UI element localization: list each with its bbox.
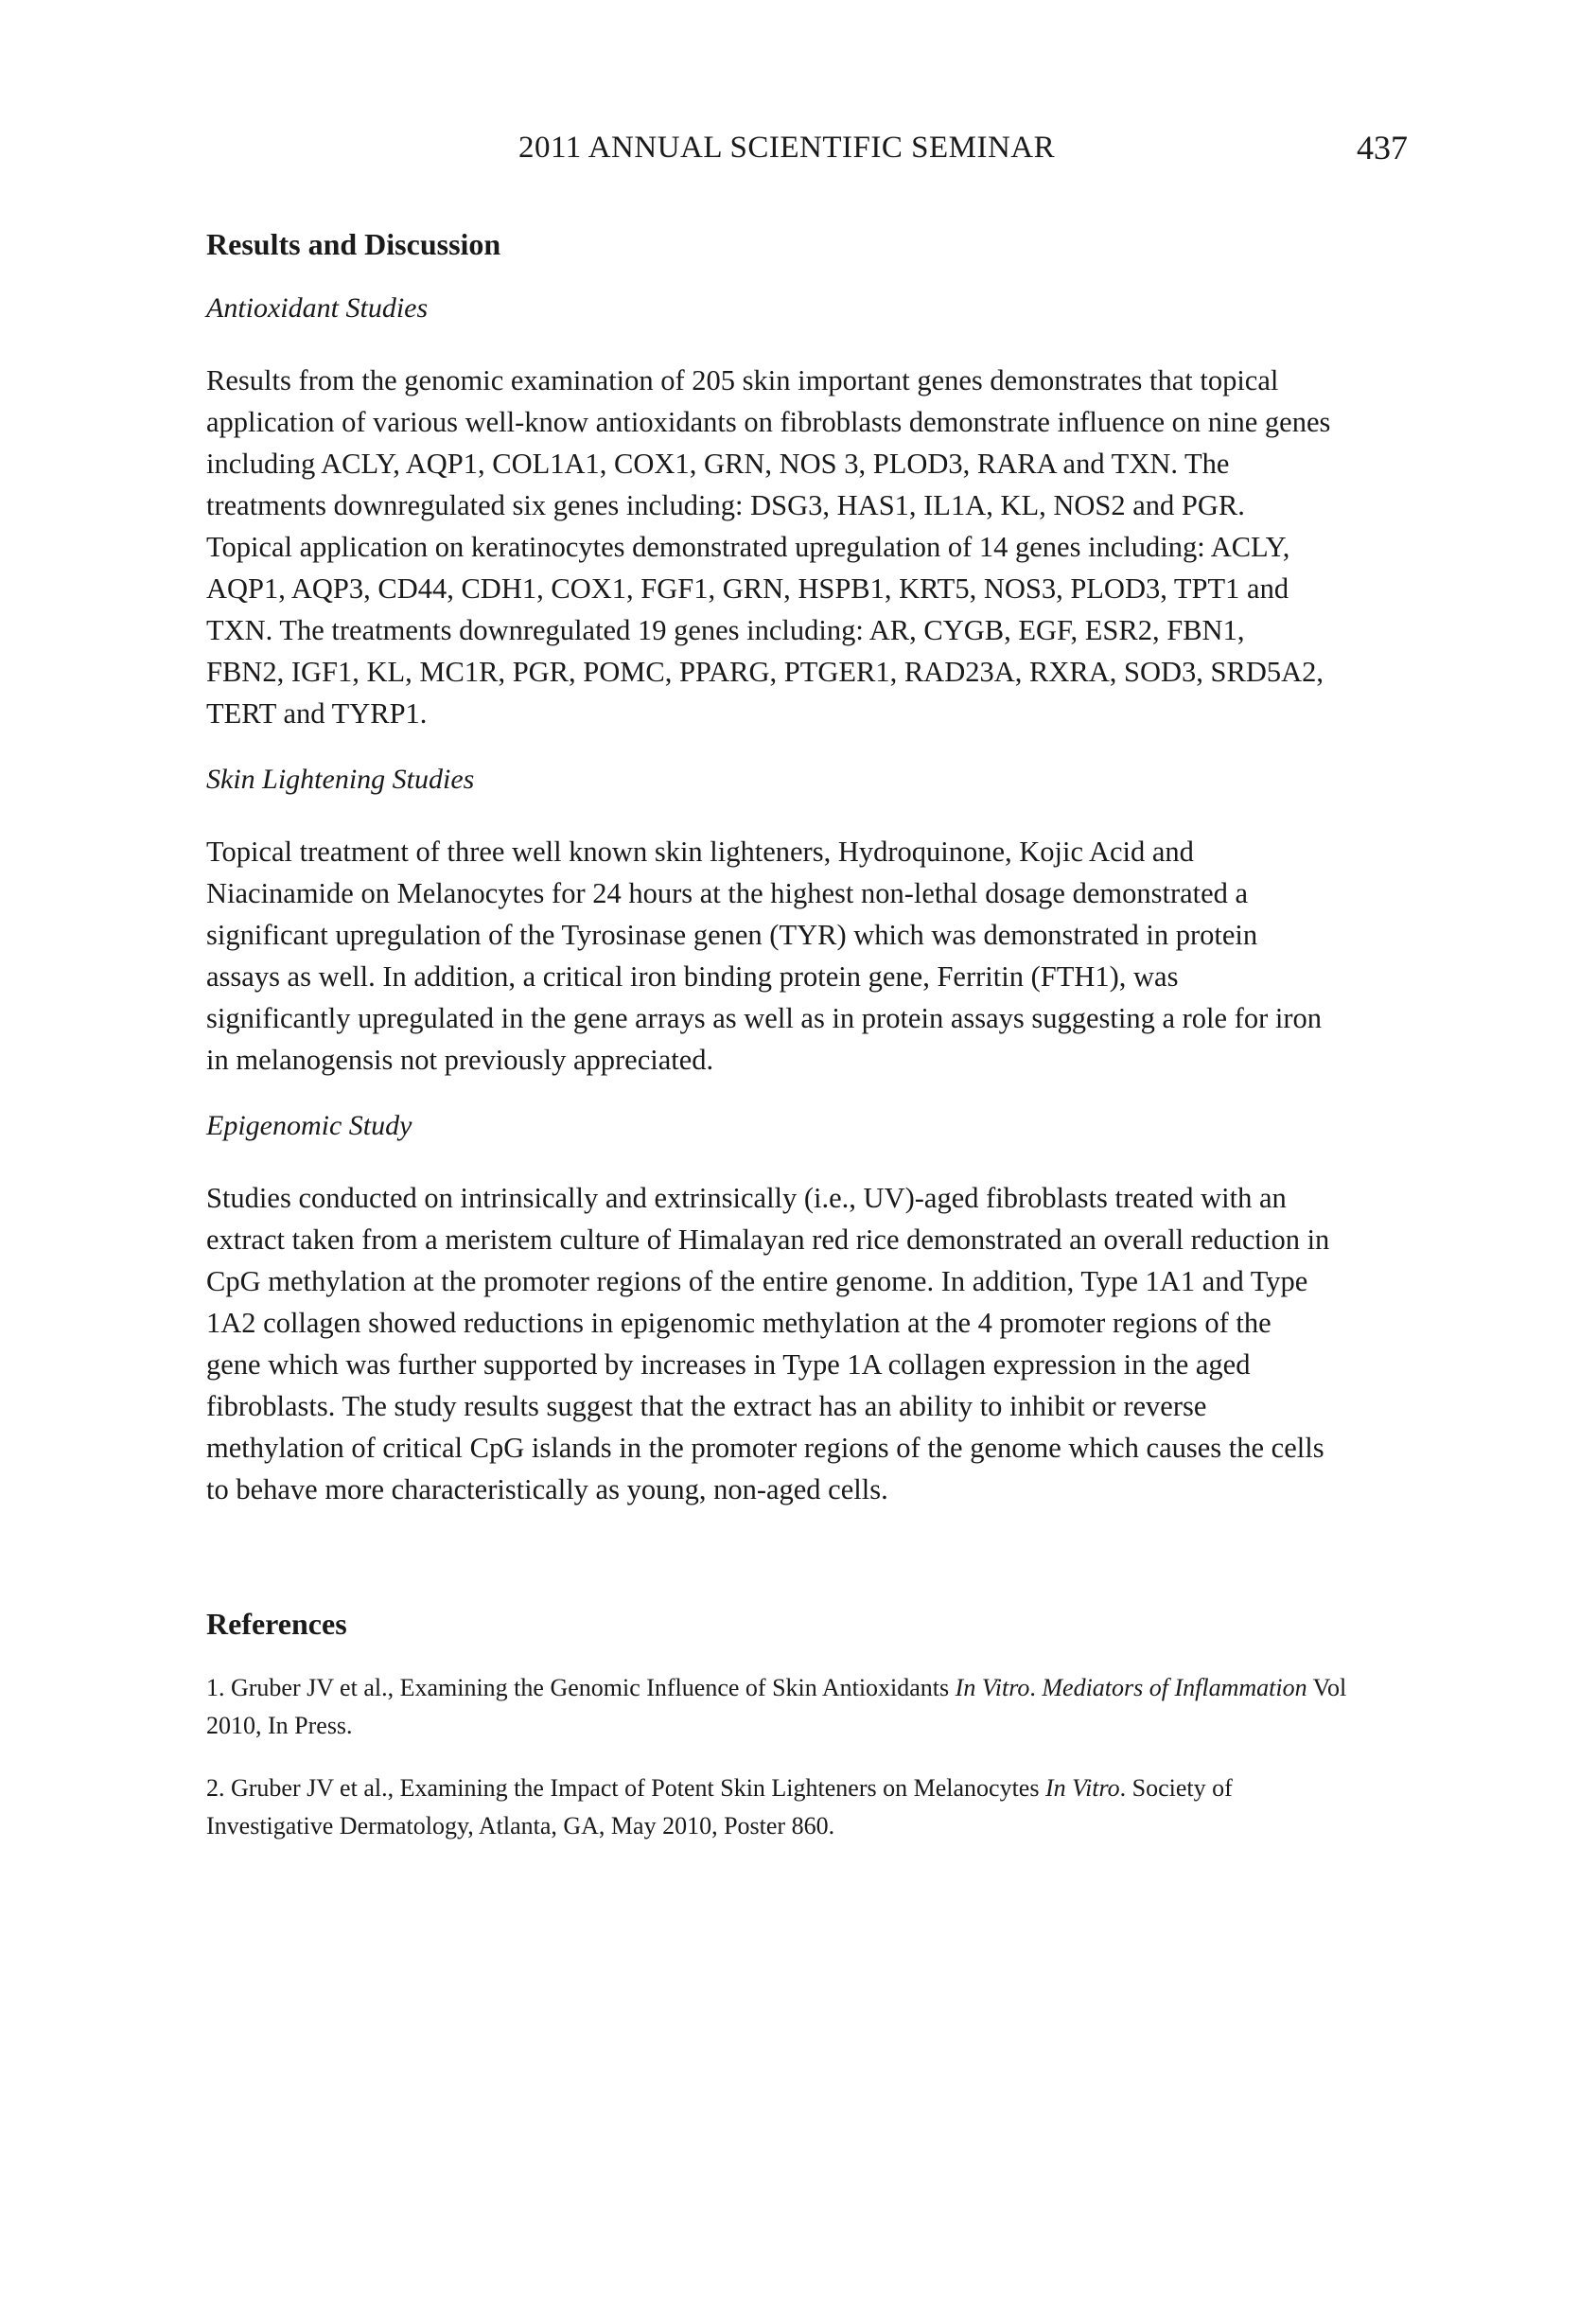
text-line: Studies conducted on intrinsically and extrinsically (i.e., UV)-aged fibroblasts treated with an xyxy=(206,1182,1287,1214)
reference-text: 2. Gruber JV et al., Examining the Impact of Potent Skin Lighteners on Melanocytes xyxy=(206,1774,1045,1802)
text-line: application of various well-know antioxidants on fibroblasts demonstrate influence on nine genes xyxy=(206,406,1331,438)
text-line: Results from the genomic examination of 205 skin important genes demonstrates that topical xyxy=(206,364,1279,396)
text-line: methylation of critical CpG islands in the promoter regions of the genome which causes the cells xyxy=(206,1432,1324,1464)
text-line: fibroblasts. The study results suggest that the extract has an ability to inhibit or reverse xyxy=(206,1390,1207,1422)
reference-2 xyxy=(206,1769,1417,1845)
running-header: 2011 ANNUAL SCIENTIFIC SEMINAR xyxy=(518,131,1056,165)
subheading-skin-lightening: Skin Lightening Studies xyxy=(206,764,475,795)
text-line: including ACLY, AQP1, COL1A1, COX1, GRN, NOS 3, PLOD3, RARA and TXN. The xyxy=(206,448,1230,480)
text-line: 1A2 collagen showed reductions in epigenomic methylation at the 4 promoter regions of the xyxy=(206,1307,1272,1339)
text-line: Niacinamide on Melanocytes for 24 hours at the highest non-lethal dosage demonstrated a xyxy=(206,877,1249,909)
article-body xyxy=(206,225,1417,1870)
text-line: gene which was further supported by increases in Type 1A collagen expression in the aged xyxy=(206,1348,1251,1381)
text-line: in melanogensis not previously appreciated. xyxy=(206,1044,714,1076)
page-number: 437 xyxy=(1357,129,1408,167)
reference-text: . Society of xyxy=(1119,1774,1233,1802)
text-line: AQP1, AQP3, CD44, CDH1, COX1, FGF1, GRN, HSPB1, KRT5, NOS3, PLOD3, TPT1 and xyxy=(206,572,1289,605)
reference-separator: . xyxy=(1029,1674,1043,1701)
text-line: CpG methylation at the promoter regions of the entire genome. In addition, Type 1A1 and Type xyxy=(206,1265,1308,1297)
text-line: to behave more characteristically as young, non-aged cells. xyxy=(206,1473,888,1505)
text-line: Topical treatment of three well known skin lighteners, Hydroquinone, Kojic Acid and xyxy=(206,836,1194,868)
subheading-epigenomic: Epigenomic Study xyxy=(206,1110,412,1141)
paragraph-skin-lightening xyxy=(206,831,1417,1081)
section-heading-results: Results and Discussion xyxy=(206,227,501,261)
reference-text: Vol xyxy=(1307,1674,1347,1701)
references-heading: References xyxy=(206,1607,347,1641)
paragraph-antioxidant xyxy=(206,360,1417,734)
reference-in-vitro: In Vitro xyxy=(955,1674,1030,1701)
reference-1 xyxy=(206,1669,1417,1745)
text-line: extract taken from a meristem culture of Himalayan red rice demonstrated an overall reduction in xyxy=(206,1223,1330,1256)
text-line: TXN. The treatments downregulated 19 genes including: AR, CYGB, EGF, ESR2, FBN1, xyxy=(206,614,1245,646)
reference-in-vitro: In Vitro xyxy=(1044,1774,1120,1802)
reference-line xyxy=(206,1669,1417,1707)
text-line: assays as well. In addition, a critical iron binding protein gene, Ferritin (FTH1), was xyxy=(206,960,1179,993)
reference-line xyxy=(206,1769,1417,1807)
text-line: treatments downregulated six genes including: DSG3, HAS1, IL1A, KL, NOS2 and PGR. xyxy=(206,489,1245,521)
reference-text: 1. Gruber JV et al., Examining the Genomic Influence of Skin Antioxidants xyxy=(206,1674,956,1701)
reference-journal: Mediators of Inflammation xyxy=(1042,1674,1307,1701)
text-line: significant upregulation of the Tyrosinase genen (TYR) which was demonstrated in protein xyxy=(206,919,1258,951)
text-line: Topical application on keratinocytes demonstrated upregulation of 14 genes including: ACLY, xyxy=(206,531,1290,563)
reference-line: 2010, In Press. xyxy=(206,1712,353,1739)
subheading-antioxidant: Antioxidant Studies xyxy=(206,292,429,324)
reference-line: Investigative Dermatology, Atlanta, GA, May 2010, Poster 860. xyxy=(206,1812,835,1840)
text-line: significantly upregulated in the gene arrays as well as in protein assays suggesting a role for iron xyxy=(206,1002,1323,1034)
text-line: FBN2, IGF1, KL, MC1R, PGR, POMC, PPARG, PTGER1, RAD23A, RXRA, SOD3, SRD5A2, xyxy=(206,656,1324,688)
paragraph-epigenomic xyxy=(206,1177,1417,1510)
text-line: TERT and TYRP1. xyxy=(206,697,428,730)
